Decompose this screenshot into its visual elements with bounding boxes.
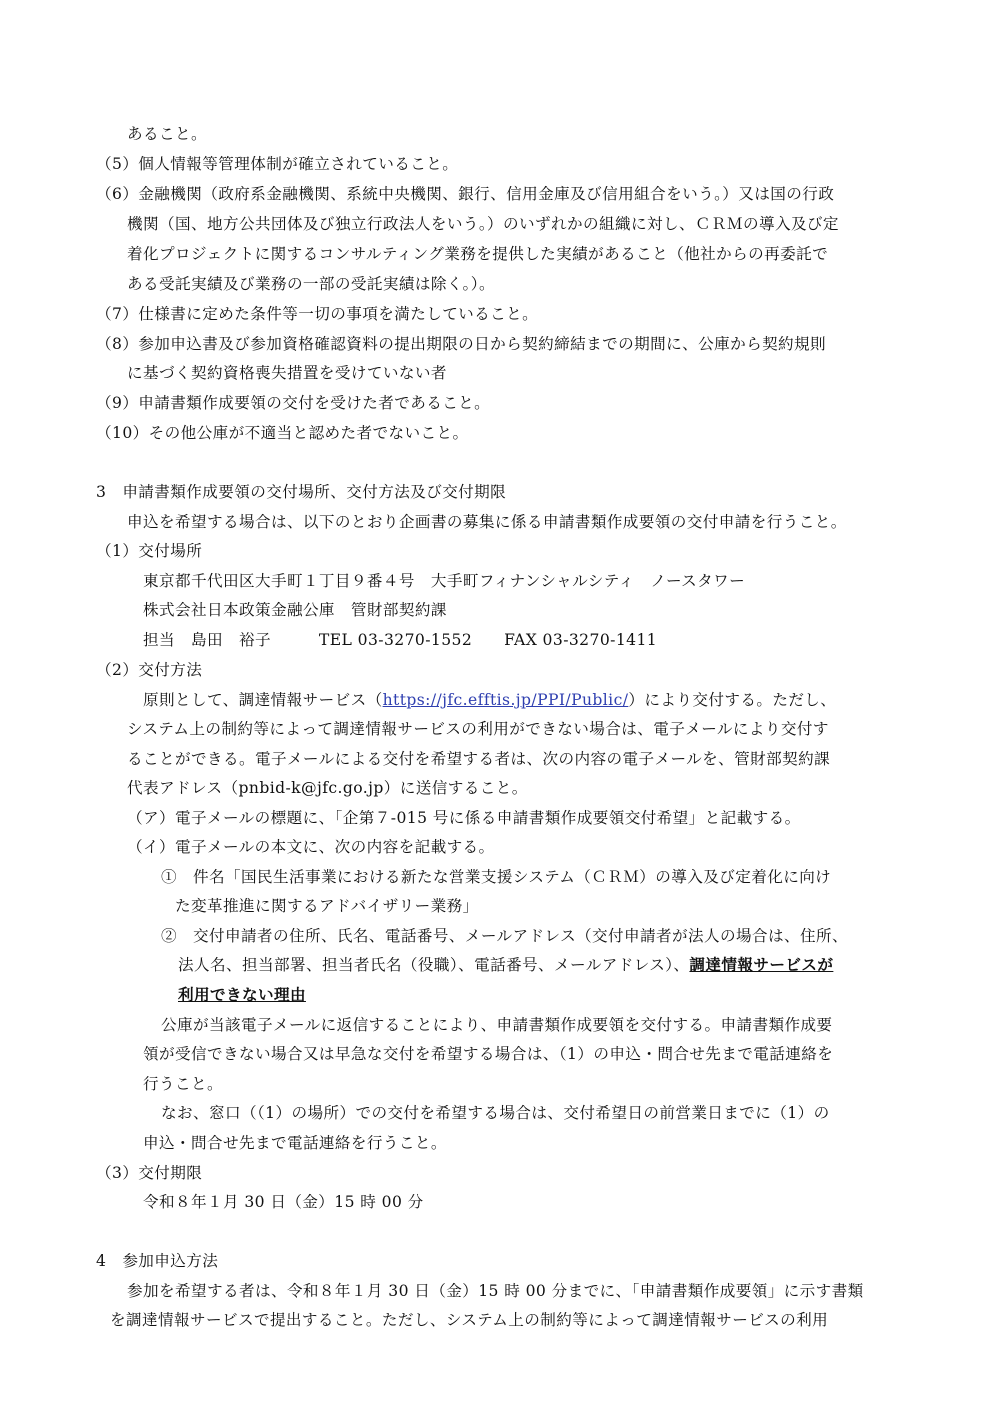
- text-line: システム上の制約等によって調達情報サービスの利用ができない場合は、電子メールにより交付す: [127, 720, 829, 738]
- sub-2-title: （2）交付方法: [96, 661, 203, 679]
- item-5: （5）個人情報等管理体制が確立されていること。: [96, 155, 459, 173]
- text-line: あること。: [127, 125, 207, 143]
- text-span: 法人名、担当部署、担当者氏名（役職）、電話番号、メールアドレス）、: [178, 956, 690, 974]
- item-8-line: （8）参加申込書及び参加資格確認資料の提出期限の日から契約締結までの期間に、公庫から契約規則: [96, 335, 827, 353]
- circle-item-2: ② 交付申請者の住所、氏名、電話番号、メールアドレス（交付申請者が法人の場合は、住所、: [161, 927, 848, 945]
- item-10: （10）その他公庫が不適当と認めた者でないこと。: [96, 424, 469, 442]
- section-3-heading: 3 申請書類作成要領の交付場所、交付方法及び交付期限: [96, 483, 507, 501]
- item-6-line: 機関（国、地方公共団体及び独立行政法人をいう。）のいずれかの組織に対し、ＣＲＭの導入及び定: [127, 215, 839, 233]
- text-line: なお、窓口（（1）の場所）での交付を希望する場合は、交付希望日の前営業日までに（1）の: [161, 1104, 830, 1122]
- item-i: （イ）電子メールの本文に、次の内容を記載する。: [127, 838, 495, 856]
- section-4-heading: 4 参加申込方法: [96, 1252, 219, 1270]
- circle-item-1: ① 件名「国民生活事業における新たな営業支援システム（ＣＲＭ）の導入及び定着化に向け: [161, 868, 832, 886]
- deadline-date: 令和８年１月 30 日（金）15 時 00 分: [143, 1193, 424, 1211]
- item-7: （7）仕様書に定めた条件等一切の事項を満たしていること。: [96, 305, 539, 323]
- item-8-line: に基づく契約資格喪失措置を受けていない者: [127, 364, 447, 382]
- circle-item-1: た変革推進に関するアドバイザリー業務」: [175, 897, 479, 915]
- text-line: 公庫が当該電子メールに返信することにより、申請書類作成要領を交付する。申請書類作成要: [161, 1016, 833, 1034]
- address: 東京都千代田区大手町１丁目９番４号 大手町フィナンシャルシティ ノースタワー: [143, 572, 746, 590]
- item-6-line: （6）金融機関（政府系金融機関、系統中央機関、銀行、信用金庫及び信用組合をいう。）又は国の行政: [96, 185, 835, 203]
- item-9: （9）申請書類作成要領の交付を受けた者であること。: [96, 394, 491, 412]
- procurement-service-link[interactable]: https://jfc.efftis.jp/PPI/Public/: [382, 691, 629, 709]
- item-6-line: 着化プロジェクトに関するコンサルティング業務を提供した実績があること（他社からの再委託で: [127, 245, 829, 263]
- contact-info: 担当 島田 裕子 TEL 03-3270-1552 FAX 03-3270-1411: [143, 631, 658, 649]
- delivery-method-paragraph: [143, 690, 836, 710]
- text-line: 申込・問合せ先まで電話連絡を行うこと。: [143, 1134, 447, 1152]
- text-line: 行うこと。: [143, 1075, 223, 1093]
- text-line: 代表アドレス（pnbid-k@jfc.go.jp）に送信すること。: [127, 779, 528, 797]
- text-span: ）により交付する。ただし、: [628, 691, 837, 709]
- sub-3-title: （3）交付期限: [96, 1164, 203, 1182]
- sub-1-title: （1）交付場所: [96, 542, 203, 560]
- text-span: 原則として、調達情報サービス（: [143, 691, 383, 709]
- emphasis-text: 利用できない理由: [178, 985, 306, 1004]
- item-a: （ア）電子メールの標題に、「企第７-015 号に係る申請書類作成要領交付希望」と記載する。: [127, 809, 801, 827]
- text-line: 参加を希望する者は、令和８年１月 30 日（金）15 時 00 分までに、「申請書類作成要領」に示す書類: [127, 1282, 864, 1300]
- emphasis-text: 調達情報サービスが: [689, 955, 834, 974]
- text-line: を調達情報サービスで提出すること。ただし、システム上の制約等によって調達情報サービスの利用: [110, 1311, 829, 1329]
- section-3-intro: 申込を希望する場合は、以下のとおり企画書の募集に係る申請書類作成要領の交付申請を行うこと。: [127, 513, 847, 531]
- company-department: 株式会社日本政策金融公庫 管財部契約課: [143, 601, 447, 619]
- item-6-line: ある受託実績及び業務の一部の受託実績は除く。）。: [127, 275, 495, 293]
- text-line: ることができる。電子メールによる交付を希望する者は、次の内容の電子メールを、管財部契約課: [127, 750, 831, 768]
- text-line: 領が受信できない場合又は早急な交付を希望する場合は、（1）の申込・問合せ先まで電話連絡を: [143, 1045, 834, 1063]
- circle-item-2: [178, 955, 833, 975]
